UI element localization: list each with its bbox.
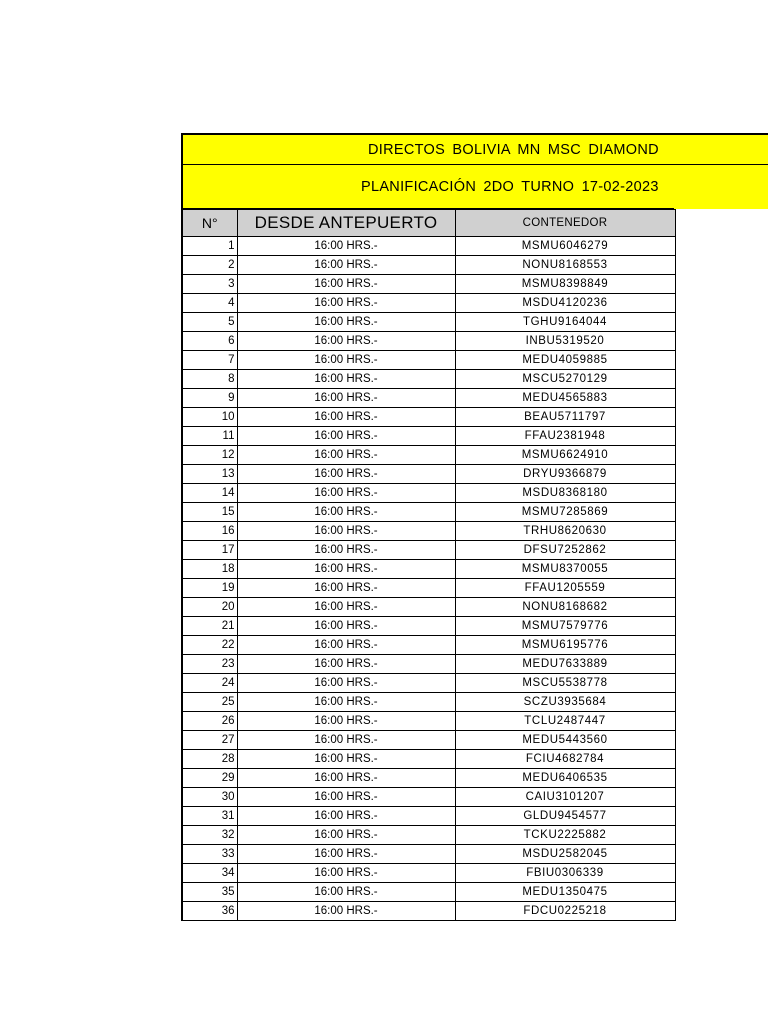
row-number: 23 <box>182 655 237 674</box>
row-number: 36 <box>182 902 237 921</box>
column-header-contenedor: CONTENEDOR <box>455 210 675 237</box>
row-container: MEDU7633889 <box>455 655 675 674</box>
row-time: 16:00 HRS.- <box>237 541 455 560</box>
row-time: 16:00 HRS.- <box>237 503 455 522</box>
table-row <box>182 731 675 750</box>
row-time: 16:00 HRS.- <box>237 560 455 579</box>
row-container: MSMU7285869 <box>455 503 675 522</box>
row-container: MEDU6406535 <box>455 769 675 788</box>
table-row <box>182 864 675 883</box>
row-container: MEDU5443560 <box>455 731 675 750</box>
row-number: 11 <box>182 427 237 446</box>
row-time: 16:00 HRS.- <box>237 522 455 541</box>
row-container: DRYU9366879 <box>455 465 675 484</box>
row-container: MSMU8398849 <box>455 275 675 294</box>
table-row <box>182 788 675 807</box>
row-container: MSMU8370055 <box>455 560 675 579</box>
row-time: 16:00 HRS.- <box>237 769 455 788</box>
row-container: FFAU1205559 <box>455 579 675 598</box>
table-row <box>182 674 675 693</box>
table-row <box>182 636 675 655</box>
row-number: 30 <box>182 788 237 807</box>
table-row <box>182 750 675 769</box>
row-number: 17 <box>182 541 237 560</box>
row-time: 16:00 HRS.- <box>237 750 455 769</box>
row-time: 16:00 HRS.- <box>237 788 455 807</box>
table-row <box>182 389 675 408</box>
row-time: 16:00 HRS.- <box>237 275 455 294</box>
row-number: 33 <box>182 845 237 864</box>
table-row <box>182 617 675 636</box>
subtitle-banner <box>181 165 768 209</box>
row-number: 19 <box>182 579 237 598</box>
row-number: 15 <box>182 503 237 522</box>
row-time: 16:00 HRS.- <box>237 826 455 845</box>
row-time: 16:00 HRS.- <box>237 446 455 465</box>
table-row <box>182 902 675 921</box>
row-number: 28 <box>182 750 237 769</box>
row-number: 29 <box>182 769 237 788</box>
row-container: FCIU4682784 <box>455 750 675 769</box>
row-number: 26 <box>182 712 237 731</box>
row-container: TGHU9164044 <box>455 313 675 332</box>
row-number: 6 <box>182 332 237 351</box>
row-time: 16:00 HRS.- <box>237 693 455 712</box>
row-number: 13 <box>182 465 237 484</box>
row-container: MSMU6046279 <box>455 237 675 256</box>
table-row <box>182 579 675 598</box>
table-row <box>182 370 675 389</box>
row-number: 18 <box>182 560 237 579</box>
row-time: 16:00 HRS.- <box>237 864 455 883</box>
row-number: 8 <box>182 370 237 389</box>
table-row <box>182 237 675 256</box>
row-container: FFAU2381948 <box>455 427 675 446</box>
row-number: 5 <box>182 313 237 332</box>
table-row <box>182 332 675 351</box>
column-header-desde: DESDE ANTEPUERTO <box>237 210 455 237</box>
row-number: 20 <box>182 598 237 617</box>
table-row <box>182 408 675 427</box>
row-time: 16:00 HRS.- <box>237 237 455 256</box>
row-time: 16:00 HRS.- <box>237 655 455 674</box>
row-time: 16:00 HRS.- <box>237 408 455 427</box>
row-time: 16:00 HRS.- <box>237 579 455 598</box>
table-row <box>182 465 675 484</box>
row-time: 16:00 HRS.- <box>237 636 455 655</box>
table-row <box>182 256 675 275</box>
row-time: 16:00 HRS.- <box>237 351 455 370</box>
table-row <box>182 807 675 826</box>
row-container: MEDU4059885 <box>455 351 675 370</box>
table-row <box>182 294 675 313</box>
row-container: CAIU3101207 <box>455 788 675 807</box>
row-number: 12 <box>182 446 237 465</box>
row-container: MSDU8368180 <box>455 484 675 503</box>
row-number: 3 <box>182 275 237 294</box>
row-number: 2 <box>182 256 237 275</box>
row-number: 21 <box>182 617 237 636</box>
table-row <box>182 275 675 294</box>
row-container: INBU5319520 <box>455 332 675 351</box>
row-number: 10 <box>182 408 237 427</box>
row-number: 34 <box>182 864 237 883</box>
table-row <box>182 313 675 332</box>
table-row <box>182 655 675 674</box>
row-number: 22 <box>182 636 237 655</box>
row-container: SCZU3935684 <box>455 693 675 712</box>
row-container: TRHU8620630 <box>455 522 675 541</box>
row-time: 16:00 HRS.- <box>237 256 455 275</box>
row-time: 16:00 HRS.- <box>237 294 455 313</box>
row-time: 16:00 HRS.- <box>237 807 455 826</box>
row-number: 16 <box>182 522 237 541</box>
row-number: 35 <box>182 883 237 902</box>
row-container: MSDU4120236 <box>455 294 675 313</box>
row-container: MEDU4565883 <box>455 389 675 408</box>
row-container: MSMU6195776 <box>455 636 675 655</box>
row-number: 4 <box>182 294 237 313</box>
row-time: 16:00 HRS.- <box>237 617 455 636</box>
row-time: 16:00 HRS.- <box>237 845 455 864</box>
row-container: GLDU9454577 <box>455 807 675 826</box>
table-row <box>182 427 675 446</box>
row-time: 16:00 HRS.- <box>237 712 455 731</box>
row-container: FBIU0306339 <box>455 864 675 883</box>
table-row <box>182 883 675 902</box>
row-time: 16:00 HRS.- <box>237 484 455 503</box>
row-time: 16:00 HRS.- <box>237 389 455 408</box>
table-row <box>182 769 675 788</box>
table-row <box>182 503 675 522</box>
table-row <box>182 541 675 560</box>
table-row <box>182 560 675 579</box>
row-time: 16:00 HRS.- <box>237 332 455 351</box>
row-container: MSCU5538778 <box>455 674 675 693</box>
container-table <box>181 209 676 921</box>
table-row <box>182 598 675 617</box>
row-number: 27 <box>182 731 237 750</box>
row-container: MEDU1350475 <box>455 883 675 902</box>
row-time: 16:00 HRS.- <box>237 598 455 617</box>
row-container: TCLU2487447 <box>455 712 675 731</box>
table-header-row <box>182 210 675 237</box>
row-time: 16:00 HRS.- <box>237 465 455 484</box>
table-row <box>182 522 675 541</box>
table-row <box>182 712 675 731</box>
row-container: FDCU0225218 <box>455 902 675 921</box>
column-header-num: N° <box>182 210 237 237</box>
row-number: 24 <box>182 674 237 693</box>
row-number: 7 <box>182 351 237 370</box>
row-container: TCKU2225882 <box>455 826 675 845</box>
table-row <box>182 826 675 845</box>
row-time: 16:00 HRS.- <box>237 674 455 693</box>
title-line-1: DIRECTOS BOLIVIA MN MSC DIAMOND <box>368 141 659 158</box>
row-number: 32 <box>182 826 237 845</box>
row-container: BEAU5711797 <box>455 408 675 427</box>
row-time: 16:00 HRS.- <box>237 313 455 332</box>
row-container: MSCU5270129 <box>455 370 675 389</box>
row-container: DFSU7252862 <box>455 541 675 560</box>
row-number: 9 <box>182 389 237 408</box>
table-row <box>182 351 675 370</box>
row-container: NONU8168553 <box>455 256 675 275</box>
table-row <box>182 693 675 712</box>
title-line-2: PLANIFICACIÓN 2DO TURNO 17-02-2023 <box>361 179 659 195</box>
row-number: 1 <box>182 237 237 256</box>
table-row <box>182 484 675 503</box>
row-container: MSMU7579776 <box>455 617 675 636</box>
row-time: 16:00 HRS.- <box>237 370 455 389</box>
row-number: 31 <box>182 807 237 826</box>
row-number: 14 <box>182 484 237 503</box>
row-container: NONU8168682 <box>455 598 675 617</box>
row-time: 16:00 HRS.- <box>237 427 455 446</box>
row-time: 16:00 HRS.- <box>237 731 455 750</box>
table-row <box>182 446 675 465</box>
row-container: MSMU6624910 <box>455 446 675 465</box>
row-container: MSDU2582045 <box>455 845 675 864</box>
title-banner <box>181 133 768 165</box>
table-row <box>182 845 675 864</box>
row-number: 25 <box>182 693 237 712</box>
row-time: 16:00 HRS.- <box>237 902 455 921</box>
row-time: 16:00 HRS.- <box>237 883 455 902</box>
